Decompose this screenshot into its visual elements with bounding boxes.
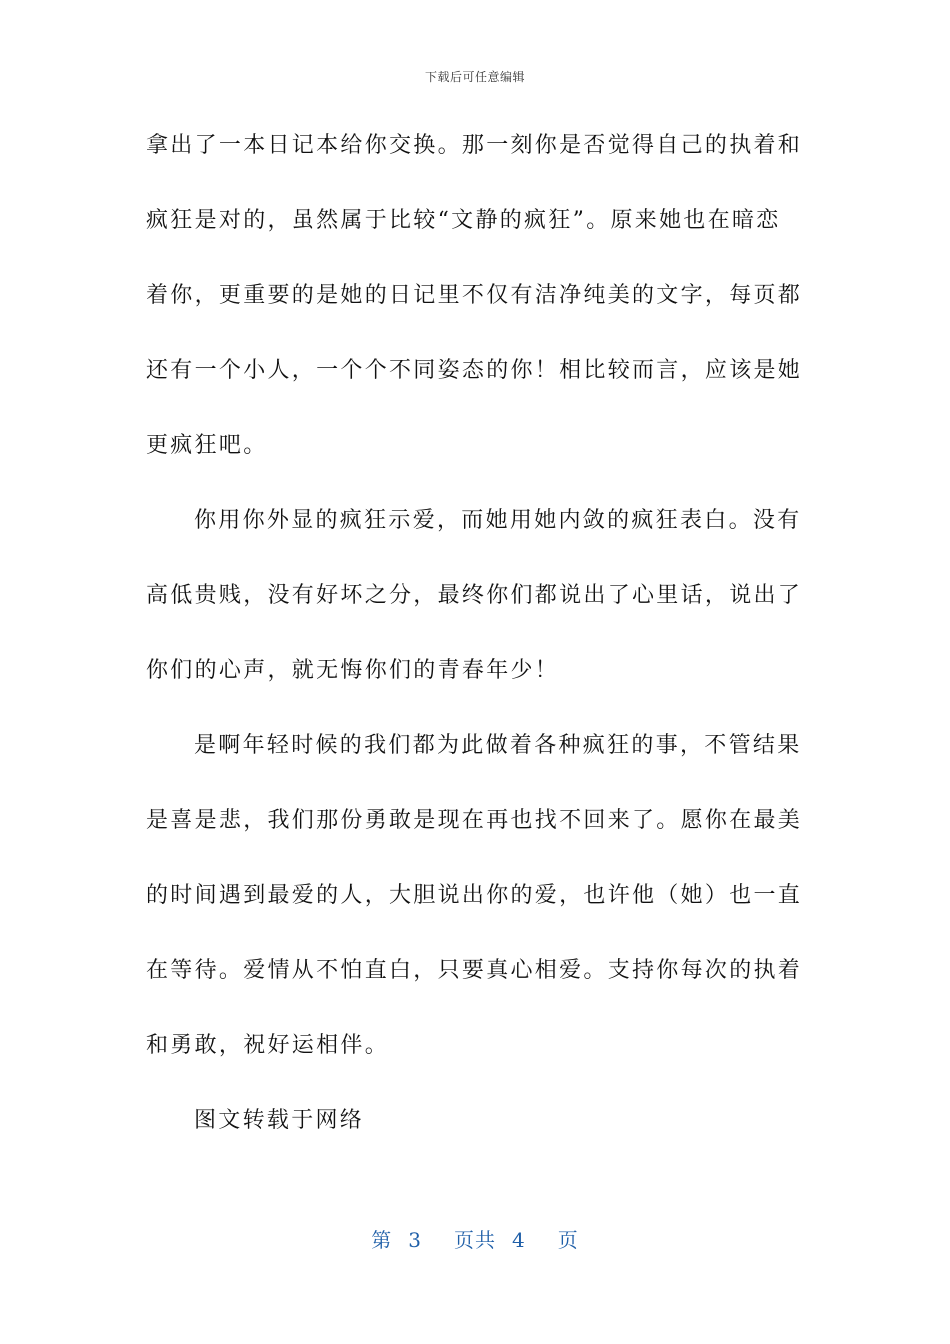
page-header: 下载后可任意编辑	[424, 70, 525, 84]
page-footer	[0, 1224, 950, 1253]
text-line: 在等待。爱情从不怕直白，只要真心相爱。支持你每次的执着	[146, 958, 803, 983]
footer-suffix: 页	[557, 1228, 579, 1252]
text-line: 还有一个小人，一个个不同姿态的你！相比较而言，应该是她	[146, 358, 803, 383]
document-body	[146, 124, 803, 1174]
text-line: 更疯狂吧。	[146, 433, 268, 458]
text-line: 疯狂是对的，虽然属于比较“文静的疯狂”。原来她也在暗恋	[146, 208, 781, 233]
paragraph-start-line: 是啊年轻时候的我们都为此做着各种疯狂的事，不管结果	[194, 733, 802, 758]
current-page-number: 3	[408, 1228, 422, 1252]
paragraph-start-line: 你用你外显的疯狂示爱，而她用她内敛的疯狂表白。没有	[194, 508, 802, 533]
text-line: 高低贵贱，没有好坏之分，最终你们都说出了心里话，说出了	[146, 583, 803, 608]
text-line: 和勇敢，祝好运相伴。	[146, 1033, 390, 1058]
text-line: 拿出了一本日记本给你交换。那一刻你是否觉得自己的执着和	[146, 133, 803, 158]
footer-prefix: 第	[371, 1228, 393, 1252]
text-line: 是喜是悲，我们那份勇敢是现在再也找不回来了。愿你在最美	[146, 808, 803, 833]
total-pages-number: 4	[512, 1228, 526, 1252]
text-line: 着你，更重要的是她的日记里不仅有洁净纯美的文字，每页都	[146, 283, 803, 308]
footer-middle: 页共	[454, 1228, 496, 1252]
source-note: 图文转载于网络	[194, 1108, 365, 1133]
text-line: 你们的心声，就无悔你们的青春年少！	[146, 658, 560, 683]
text-line: 的时间遇到最爱的人，大胆说出你的爱，也许他（她）也一直	[146, 883, 803, 908]
